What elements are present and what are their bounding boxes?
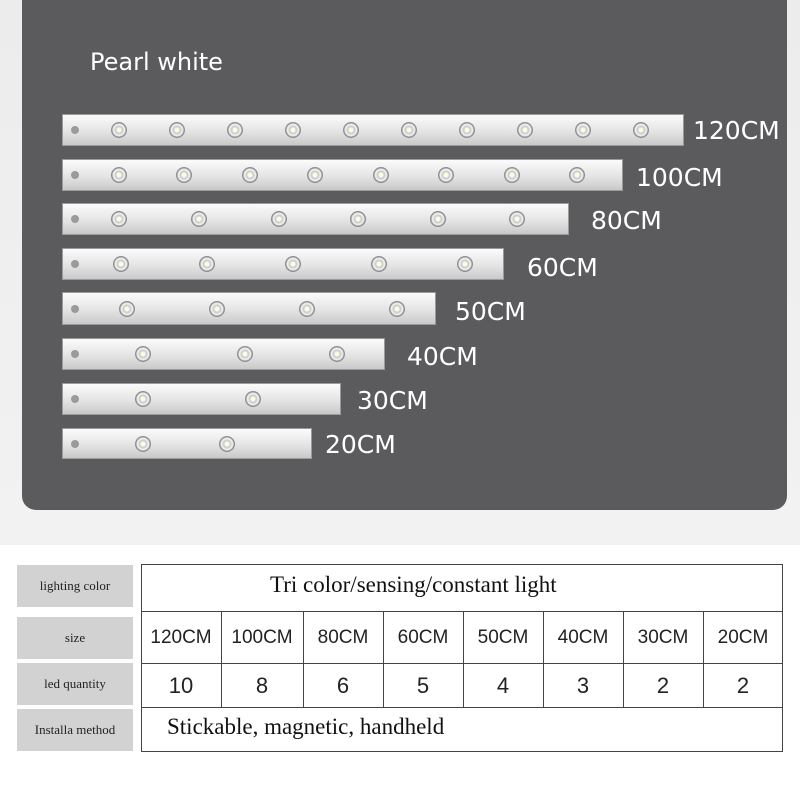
light-bar <box>62 338 385 370</box>
led-bead-icon <box>285 122 301 138</box>
motion-sensor-icon <box>71 305 79 313</box>
motion-sensor-icon <box>71 350 79 358</box>
led-bead-icon <box>457 256 473 272</box>
light-bar <box>62 428 312 459</box>
led-bead-icon <box>389 301 405 317</box>
motion-sensor-icon <box>71 260 79 268</box>
bar-length-label: 40CM <box>407 342 478 371</box>
bar-length-label: 60CM <box>527 253 598 282</box>
led-bead-icon <box>633 122 649 138</box>
bar-length-label: 30CM <box>357 386 428 415</box>
led-quantity-cell: 2 <box>656 672 670 698</box>
led-bead-icon <box>191 211 207 227</box>
led-bead-icon <box>373 167 389 183</box>
led-bead-icon <box>350 211 366 227</box>
row-header-size: size <box>17 617 133 659</box>
led-bead-icon <box>285 256 301 272</box>
light-bar <box>62 114 684 146</box>
size-cell: 50CM <box>477 626 529 648</box>
led-bead-icon <box>509 211 525 227</box>
light-bar <box>62 292 436 325</box>
led-quantity-cell: 2 <box>736 672 750 698</box>
led-bead-icon <box>438 167 454 183</box>
led-quantity-cell: 8 <box>255 672 269 698</box>
led-bead-icon <box>401 122 417 138</box>
led-bead-icon <box>119 301 135 317</box>
led-bead-icon <box>271 211 287 227</box>
size-cell: 60CM <box>397 626 449 648</box>
lighting-color-value: Tri color/sensing/constant light <box>270 572 557 597</box>
led-bead-icon <box>242 167 258 183</box>
row-header-lighting-color: lighting color <box>17 565 133 607</box>
led-bead-icon <box>135 436 151 452</box>
bar-length-label: 100CM <box>636 163 723 192</box>
size-cell: 40CM <box>557 626 609 648</box>
led-bead-icon <box>176 167 192 183</box>
led-quantity-cell: 3 <box>576 672 590 698</box>
led-bead-icon <box>430 211 446 227</box>
led-bead-icon <box>113 256 129 272</box>
size-cell: 100CM <box>231 626 293 648</box>
led-bead-icon <box>111 122 127 138</box>
motion-sensor-icon <box>71 171 79 179</box>
led-bead-icon <box>227 122 243 138</box>
light-bar <box>62 159 623 191</box>
led-bead-icon <box>111 211 127 227</box>
size-cell: 30CM <box>637 626 689 648</box>
bar-length-label: 120CM <box>693 116 780 145</box>
led-quantity-cell: 4 <box>496 672 510 698</box>
table-divider <box>141 707 783 708</box>
led-bead-icon <box>135 346 151 362</box>
led-bead-icon <box>169 122 185 138</box>
row-header-led-quantity: led quantity <box>17 663 133 705</box>
motion-sensor-icon <box>71 215 79 223</box>
led-bead-icon <box>517 122 533 138</box>
motion-sensor-icon <box>71 126 79 134</box>
led-bead-icon <box>307 167 323 183</box>
motion-sensor-icon <box>71 440 79 448</box>
light-bar <box>62 248 504 280</box>
motion-sensor-icon <box>71 395 79 403</box>
install-method-value: Stickable, magnetic, handheld <box>167 714 445 739</box>
led-bead-icon <box>459 122 475 138</box>
bar-length-label: 80CM <box>591 206 662 235</box>
led-quantity-cell: 5 <box>416 672 430 698</box>
size-cell: 120CM <box>150 626 212 648</box>
led-bead-icon <box>371 256 387 272</box>
light-bar <box>62 203 569 235</box>
led-bead-icon <box>329 346 345 362</box>
led-bead-icon <box>135 391 151 407</box>
bar-length-label: 20CM <box>325 430 396 459</box>
led-bead-icon <box>343 122 359 138</box>
led-bead-icon <box>237 346 253 362</box>
row-header-install-method: Installa method <box>17 709 133 751</box>
size-cell: 20CM <box>717 626 769 648</box>
led-quantity-cell: 10 <box>168 672 194 698</box>
light-bar <box>62 383 341 415</box>
led-bead-icon <box>569 167 585 183</box>
led-bead-icon <box>111 167 127 183</box>
led-bead-icon <box>299 301 315 317</box>
led-quantity-cell: 6 <box>336 672 350 698</box>
color-variant-title: Pearl white <box>90 48 223 76</box>
led-bead-icon <box>245 391 261 407</box>
led-bead-icon <box>219 436 235 452</box>
led-bead-icon <box>209 301 225 317</box>
led-bead-icon <box>575 122 591 138</box>
bar-length-label: 50CM <box>455 297 526 326</box>
led-bead-icon <box>504 167 520 183</box>
size-cell: 80CM <box>317 626 369 648</box>
led-bead-icon <box>199 256 215 272</box>
